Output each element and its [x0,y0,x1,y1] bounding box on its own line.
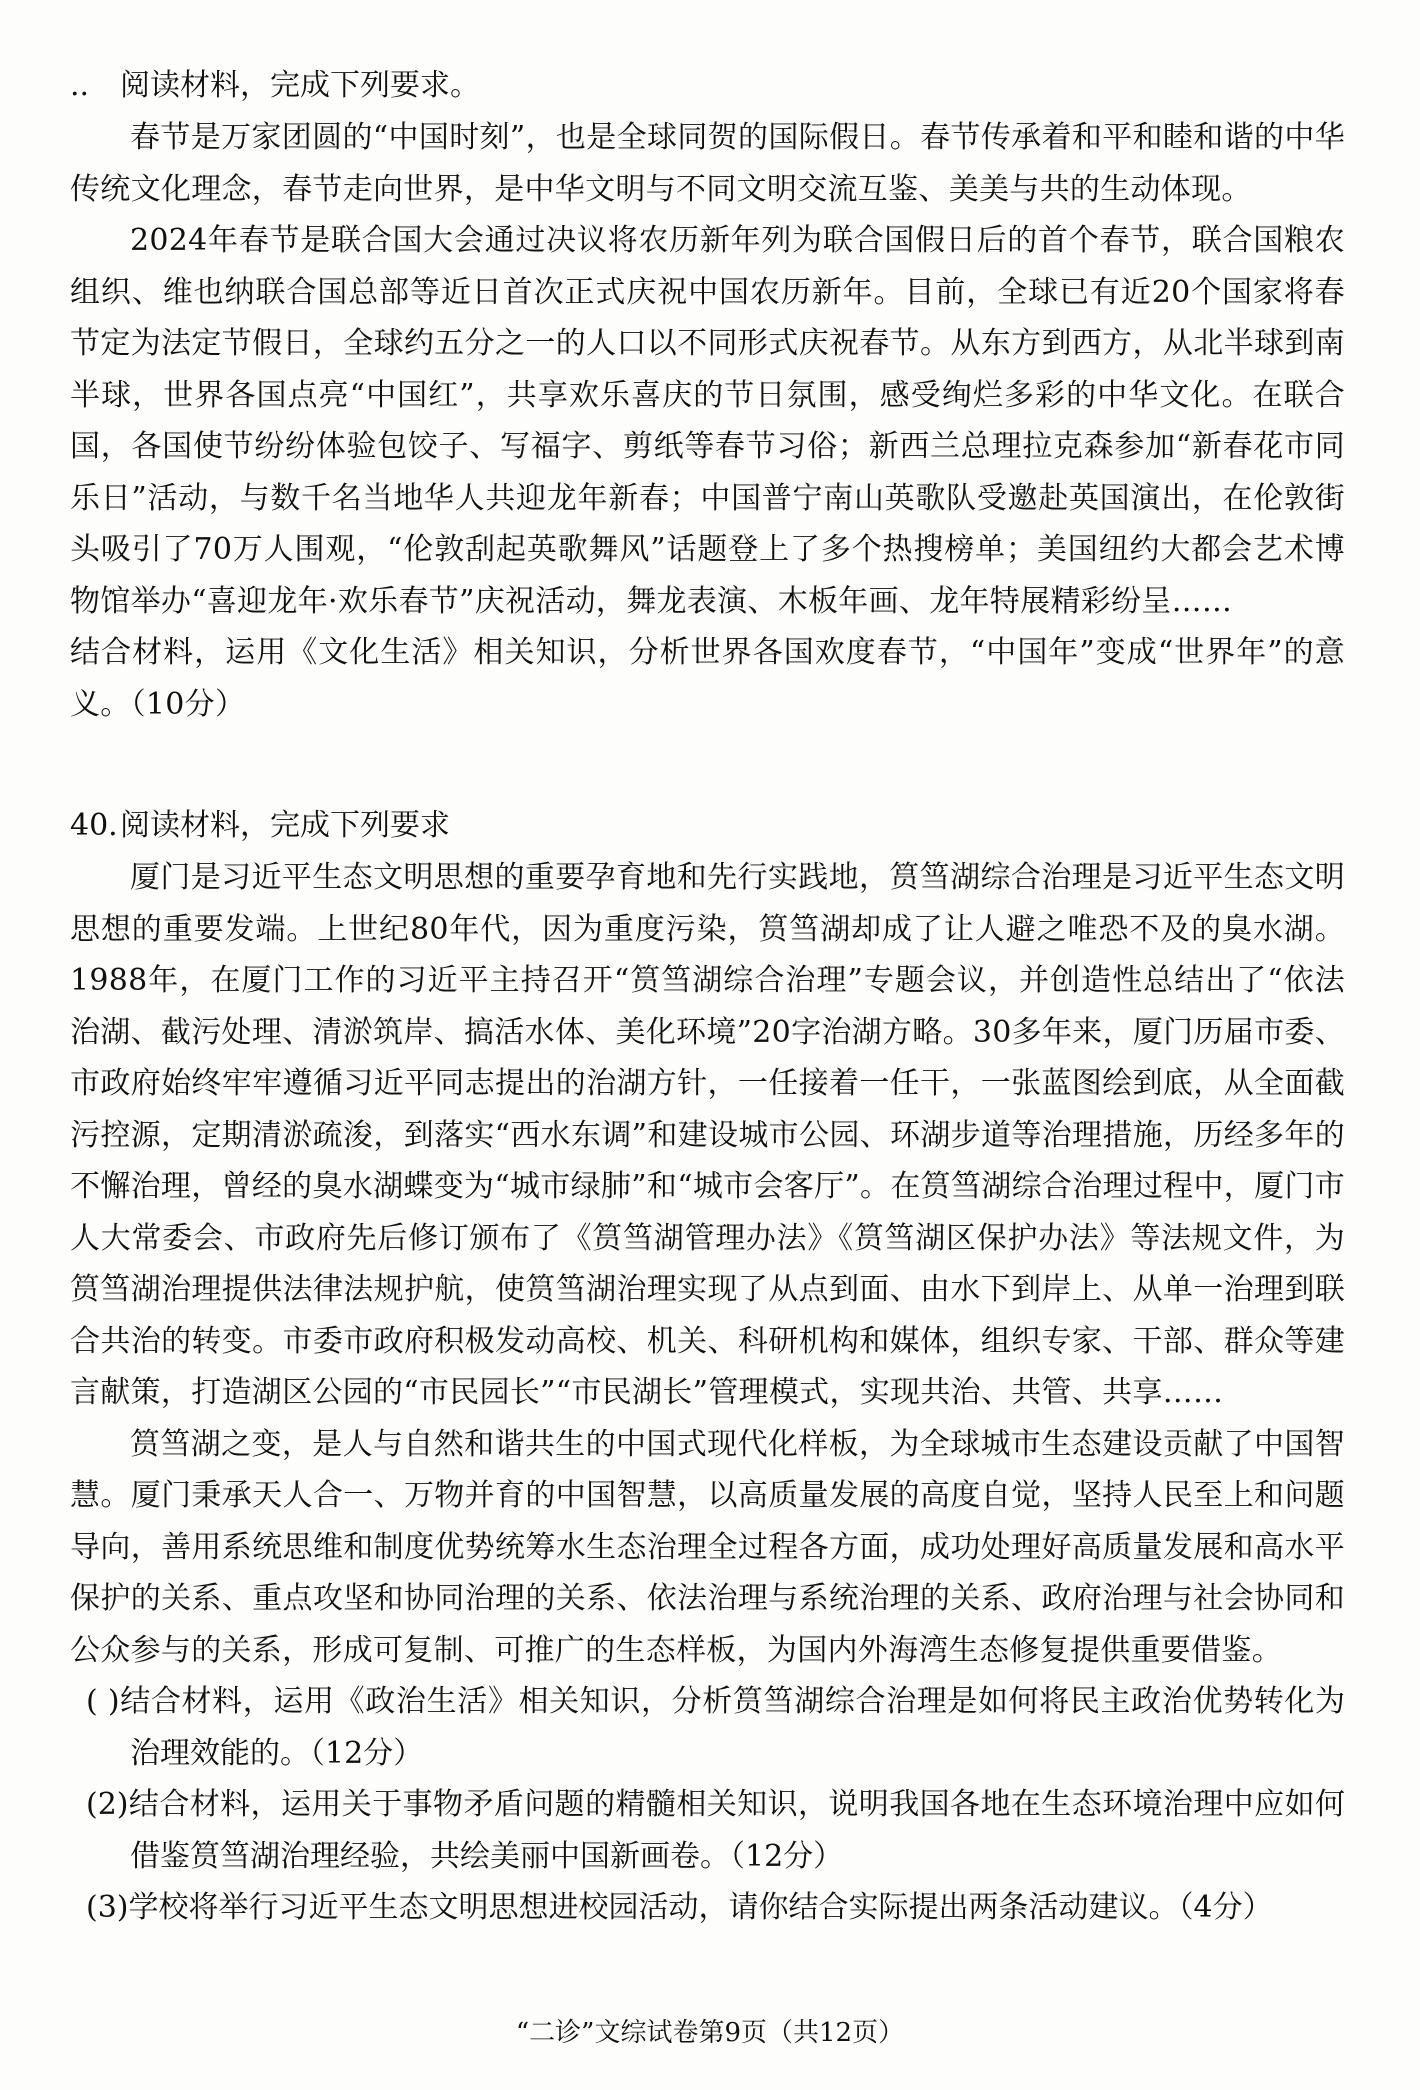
question-39-number-fragment: .. [70,68,90,103]
question-40-paragraph-1: 厦门是习近平生态文明思想的重要孕育地和先行实践地，筼筜湖综合治理是习近平生态文明思想的重要发端。上世纪80年代，因为重度污染，筼筜湖却成了让人避之唯恐不及的臭水湖。1988年，在厦门工作的习近平主持召开“筼筜湖综合治理”专题会议，并创造性总结出了“依法治湖、截污处理、清淤筑岸、搞活水体、美化环境”20字治湖方略。30多年来，厦门历届市委、市政府始终牢牢遵循习近平同志提出的治湖方针，一任接着一任干，一张蓝图绘到底，从全面截污控源，定期清淤疏浚，到落实“西水东调”和建设城市公园、环湖步道等治理措施，历经多年的不懈治理，曾经的臭水湖蝶变为“城市绿肺”和“城市会客厅”。在筼筜湖综合治理过程中，厦门市人大常委会、市政府先后修订颁布了《筼筜湖管理办法》《筼筜湖区保护办法》等法规文件，为筼筜湖治理提供法律法规护航，使筼筜湖治理实现了从点到面、由水下到岸上、从单一治理到联合共治的转变。市委市政府积极发动高校、机关、科研机构和媒体，组织专家、干部、群众等建言献策，打造湖区公园的“市民园长”“市民湖长”管理模式，实现共治、共管、共享…… [70,860,1345,1410]
page-footer: “二诊”文综试卷第9页（共12页） [515,2018,905,2048]
question-40-sub-1: ( )结合材料，运用《政治生活》相关知识，分析筼筜湖综合治理是如何将民主政治优势转化为治理效能的。（12分） [86,1684,1345,1771]
question-40-number: 40. [70,808,118,843]
question-39-prompt: 结合材料，运用《文化生活》相关知识，分析世界各国欢度春节，“中国年”变成“世界年”的意义。（10分） [70,635,1345,722]
question-40-sub-3: (3)学校将举行习近平生态文明思想进校园活动，请你结合实际提出两条活动建议。（4分） [86,1890,1273,1925]
question-40-instruction: 阅读材料，完成下列要求 [120,808,450,843]
question-39-instruction: 阅读材料，完成下列要求。 [120,68,480,103]
question-40 [70,800,1345,1934]
question-40-sub-2: (2)结合材料，运用关于事物矛盾问题的精髓相关知识，说明我国各地在生态环境治理中应如何借鉴筼筜湖治理经验，共绘美丽中国新画卷。（12分） [86,1787,1345,1874]
question-40-paragraph-2: 筼筜湖之变，是人与自然和谐共生的中国式现代化样板，为全球城市生态建设贡献了中国智慧。厦门秉承天人合一、万物并育的中国智慧，以高质量发展的高度自觉，坚持人民至上和问题导向，善用系统思维和制度优势统筹水生态治理全过程各方面，成功处理好高质量发展和高水平保护的关系、重点攻坚和协同治理的关系、依法治理与系统治理的关系、政府治理与社会协同和公众参与的关系，形成可复制、可推广的生态样板，为国内外海湾生态修复提供重要借鉴。 [70,1426,1345,1668]
question-39-paragraph-1: 春节是万家团圆的“中国时刻”，也是全球同贺的国际假日。春节传承着和平和睦和谐的中华传统文化理念，春节走向世界，是中华文明与不同文明交流互鉴、美美与共的生动体现。 [70,120,1345,207]
question-39-header [70,60,1345,112]
question-39-paragraph-2: 2024年春节是联合国大会通过决议将农历新年列为联合国假日后的首个春节，联合国粮农组织、维也纳联合国总部等近日首次正式庆祝中国农历新年。目前，全球已有近20个国家将春节定为法定节假日，全球约五分之一的人口以不同形式庆祝春节。从东方到西方，从北半球到南半球，世界各国点亮“中国红”，共享欢乐喜庆的节日氛围，感受绚烂多彩的中华文化。在联合国，各国使节纷纷体验包饺子、写福字、剪纸等春节习俗；新西兰总理拉克森参加“新春花市同乐日”活动，与数千名当地华人共迎龙年新春；中国普宁南山英歌队受邀赴英国演出，在伦敦街头吸引了70万人围观，“伦敦刮起英歌舞风”话题登上了多个热搜榜单；美国纽约大都会艺术博物馆举办“喜迎龙年·欢乐春节”庆祝活动，舞龙表演、木板年画、龙年特展精彩纷呈…… [70,223,1345,619]
question-40-header [70,800,1345,852]
question-39 [70,60,1345,730]
